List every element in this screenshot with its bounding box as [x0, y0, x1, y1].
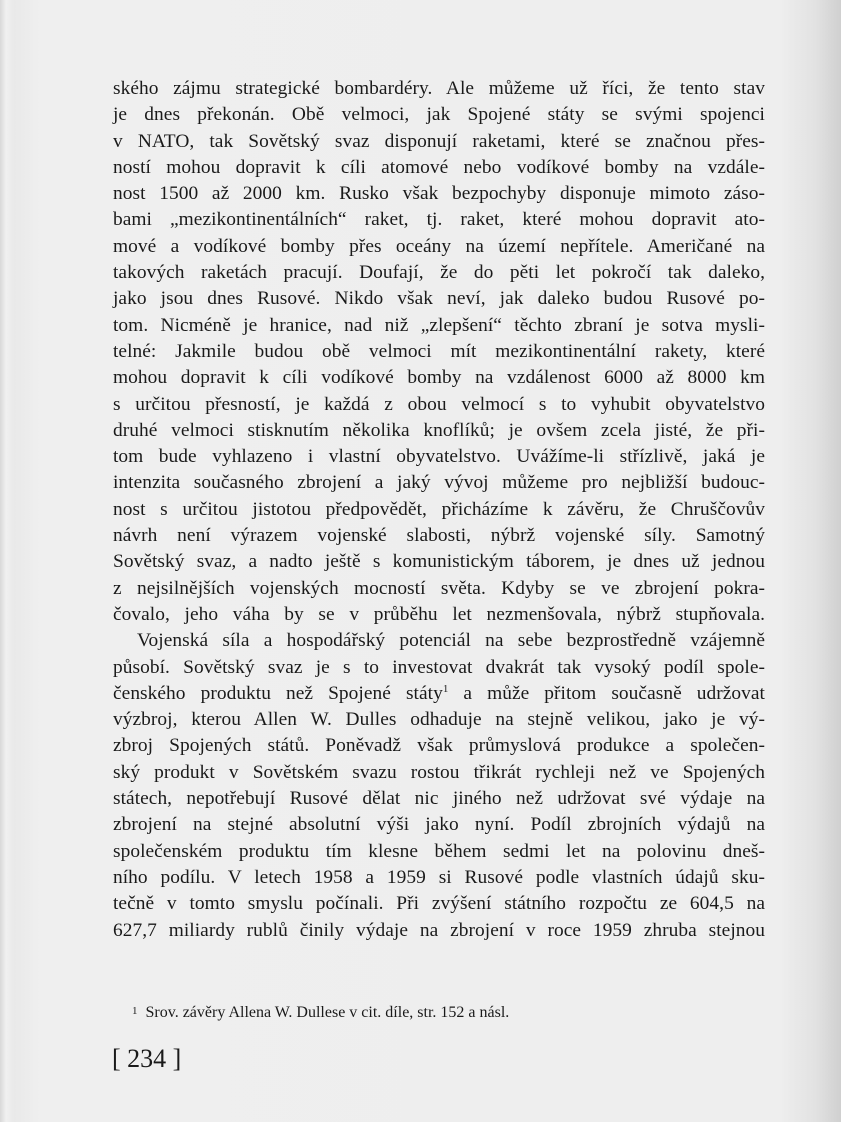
text-segment: čenského produktu než Spojené státy	[113, 682, 443, 704]
footnote-reference[interactable]: 1	[442, 682, 449, 695]
text-line: tom bude vyhlazeno i vlastní obyvatelstvo. Uvážíme-li střízlivě, jaká je	[113, 446, 765, 468]
footnote	[132, 1000, 509, 1024]
text-line: jako jsou dnes Rusové. Nikdo však neví, jak daleko budou Rusové po-	[113, 288, 765, 310]
text-line: Sovětský svaz, a nadto ještě s komunistickým táborem, je dnes už jednou	[113, 551, 765, 573]
text-line: zbroj Spojených států. Poněvadž však průmyslová produkce a společen-	[113, 735, 765, 757]
text-line: bami „mezikontinentálních“ raket, tj. raket, které mohou dopravit ato-	[113, 209, 765, 231]
page-number: [ 234 ]	[112, 1044, 182, 1073]
text-line: telné: Jakmile budou obě velmoci mít mezikontinentální rakety, které	[113, 340, 765, 362]
text-line: působí. Sovětský svaz je s to investovat dvakrát tak vysoký podíl spole-	[113, 656, 765, 678]
text-line: mohou dopravit k cíli vodíkové bomby na vzdálenost 6000 až 8000 km	[113, 367, 765, 389]
text-line: druhé velmoci stisknutím několika knoflíků; je ovšem zcela jisté, že při-	[113, 419, 765, 441]
text-line-with-footnote-ref	[113, 681, 765, 707]
text-line: ností mohou dopravit k cíli atomové nebo vodíkové bomby na vzdále-	[113, 156, 765, 178]
text-segment: a může přitom současně udržovat	[448, 682, 765, 704]
text-line: výzbroj, kterou Allen W. Dulles odhaduje na stejně velikou, jako je vý-	[113, 709, 765, 731]
text-line: mové a vodíkové bomby přes oceány na území nepřítele. Američané na	[113, 235, 765, 257]
text-line: tom. Nicméně je hranice, nad niž „zlepšení“ těchto zbraní je sotva mysli-	[113, 314, 765, 336]
text-line: intenzita současného zbrojení a jaký vývoj můžeme pro nejbližší budouc-	[113, 472, 765, 494]
text-line: tečně v tomto smyslu počínali. Při zvýšení státního rozpočtu ze 604,5 na	[113, 893, 765, 915]
text-line: 627,7 miliardy rublů činily výdaje na zbrojení v roce 1959 zhruba stejnou	[113, 919, 765, 941]
body-text	[113, 76, 765, 944]
text-line: čovalo, jeho váha by se v průběhu let nezmenšovala, nýbrž stupňovala.	[113, 603, 765, 625]
text-line: společenském produktu tím klesne během sedmi let na polovinu dneš-	[113, 840, 765, 862]
text-line: státech, nepotřebují Rusové dělat nic jiného než udržovat své výdaje na	[113, 788, 765, 810]
text-line: nost 1500 až 2000 km. Rusko však bezpochyby disponuje mimoto záso-	[113, 183, 765, 205]
text-line: z nejsilnějších vojenských mocností světa. Kdyby se ve zbrojení pokra-	[113, 577, 765, 599]
text-line: ský produkt v Sovětském svazu rostou třikrát rychleji než ve Spojených	[113, 761, 765, 783]
paragraph-start-line: Vojenská síla a hospodářský potenciál na sebe bezprostředně vzájemně	[137, 630, 765, 652]
text-line: s určitou přesností, je každá z obou velmocí s to vyhubit obyvatelstvo	[113, 393, 765, 415]
text-line: návrh není výrazem vojenské slabosti, nýbrž vojenské síly. Samotný	[113, 525, 765, 547]
footnote-marker: 1	[132, 1005, 138, 1017]
footnote-text: Srov. závěry Allena W. Dullese v cit. díle, str. 152 a násl.	[145, 1004, 510, 1021]
text-line: ského zájmu strategické bombardéry. Ale můžeme už říci, že tento stav	[113, 78, 765, 99]
text-line: zbrojení na stejné absolutní výši jako nyní. Podíl zbrojních výdajů na	[113, 814, 765, 836]
text-line: v NATO, tak Sovětský svaz disponují raketami, které se značnou přes-	[113, 130, 765, 152]
text-line: je dnes překonán. Obě velmoci, jak Spojené státy se svými spojenci	[113, 104, 765, 126]
text-line: nost s určitou jistotou předpovědět, přicházíme k závěru, že Chruščovův	[113, 498, 765, 520]
text-line: ního podílu. V letech 1958 a 1959 si Rusové podle vlastních údajů sku-	[113, 866, 765, 888]
text-line: takových raketách pracují. Doufají, že do pěti let pokročí tak daleko,	[113, 262, 765, 284]
